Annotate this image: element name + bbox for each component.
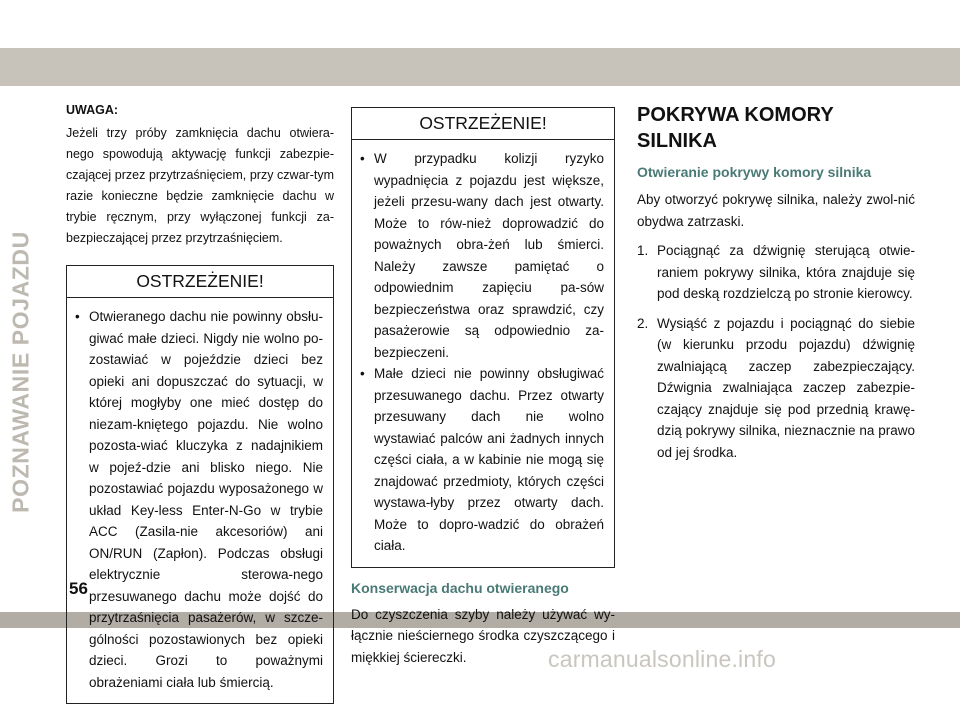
warning-item-text: Otwieranego dachu nie powinny obsłu-giwać małe dzieci. Nigdy nie wolno po-zostawiać w pojeździe dzieci bez opieki ani dopuszczać do sytuacji, w której mogłyby one mieć dostęp do niezam-kniętego pojazdu. Nie wolno pozosta-wiać kluczyka z nadajnikiem w pojeź-dzie ani blisko niego. Nie pozostawiać pojazdu wyposażonego w układ Key-less Enter-N-Go w trybie ACC (Zasila-nie akcesoriów) ani ON/RUN (Zapłon). Podczas obsługi elektrycznie sterowa-nego przesuwanego dachu może dojść do przytrzaśnięcia pasażerów, w szcze-gólności pozostawionych bez opieki dzieci. Grozi to poważnymi obrażeniami ciała lub śmiercią.: [89, 309, 323, 690]
watermark-text: carmanualsonline.info: [548, 646, 776, 672]
hood-step: [637, 313, 915, 464]
hood-step: [637, 240, 915, 305]
warning-item-text: Małe dzieci nie powinny obsługiwać przesuwanego dachu. Przez otwarty przesuwany dach nie wolno wystawiać palców ani żadnych innych części ciała, a w kabinie nie mogą się znajdować przedmioty, których części wystawa-łyby przez otwarty dach. Może to dopro-wadzić do obrażeń ciała.: [374, 366, 604, 553]
hood-subtitle: Otwieranie pokrywy komory silnika: [637, 164, 872, 180]
note-text: Jeżeli trzy próby zamknięcia dachu otwiera-nego spowodują aktywację funkcji zabezpie-czającej przez przytrzaśnięciem, przy czwar-tym razie konieczne będzie zamknięcie dachu w trybie ręcznym, przy wyłączonej funkcji za-bezpieczającej przez przytrzaśnięciem.: [66, 126, 334, 245]
warning-box-1: [66, 265, 334, 704]
hood-step-text: Pociągnąć za dźwignię sterującą otwie-raniem pokrywy silnika, która znajduje się pod deską rozdzielczą po stronie kierowcy.: [657, 243, 915, 301]
bullet: •: [360, 366, 365, 381]
maintenance-title: Konserwacja dachu otwieranego: [351, 579, 569, 596]
hood-intro: Aby otworzyć pokrywę silnika, należy zwol-nić obydwa zatrzaski.: [637, 192, 915, 229]
warning-box-2-list: [352, 140, 614, 567]
column-right: [637, 102, 915, 463]
hood-title-line1: POKRYWA KOMORY: [637, 104, 834, 126]
warning-box-1-list: [67, 298, 333, 703]
note-heading: UWAGA:: [66, 103, 119, 117]
warning-box-2: [351, 107, 615, 568]
column-middle: [351, 107, 615, 668]
hood-title-line2: SILNIKA: [637, 130, 717, 152]
hood-step-text: Wysiąść z pojazdu i pociągnąć do siebie (w kierunku przodu pojazdu) dźwignię zwalniającą zaczep zabezpieczający. Dźwignia zwalniająca zaczep zabezpie-czający znajduje się pod przednią krawę-dzią pokrywy silnika, nieznacznie na prawo od jej środka.: [657, 315, 915, 460]
header-band: [0, 48, 960, 86]
hood-step-number: 2.: [637, 315, 649, 331]
warning-box-2-title: OSTRZEŻENIE!: [352, 108, 614, 140]
hood-steps: [637, 240, 915, 463]
section-side-title-text: POZNAWANIE POJAZDU: [7, 231, 34, 513]
bullet: •: [360, 151, 365, 166]
warning-item: [75, 306, 323, 693]
warning-item-text: W przypadku kolizji ryzyko wypadnięcia z pojazdu jest większe, jeżeli przesu-wany dach jest otwarty. Może to rów-nież doprowadzić do poważnych obra-żeń lub śmierci. Należy zawsze pamiętać o odpowiednim zapięciu pa-sów bezpieczeństwa oraz sprawdzić, czy pasażerowie są odpowiednio za-bezpieczeni.: [374, 151, 604, 360]
page-number: 56: [69, 579, 88, 598]
hood-step-number: 1.: [637, 243, 649, 258]
warning-box-1-title: OSTRZEŻENIE!: [67, 266, 333, 298]
maintenance-text: Do czyszczenia szyby należy używać wy-łącznie nieściernego środka czyszczącego i miękkiej ściereczki.: [351, 606, 615, 665]
bullet: •: [75, 309, 80, 324]
warning-item: [360, 148, 604, 363]
warning-item: [360, 363, 604, 557]
column-left: [66, 103, 334, 704]
